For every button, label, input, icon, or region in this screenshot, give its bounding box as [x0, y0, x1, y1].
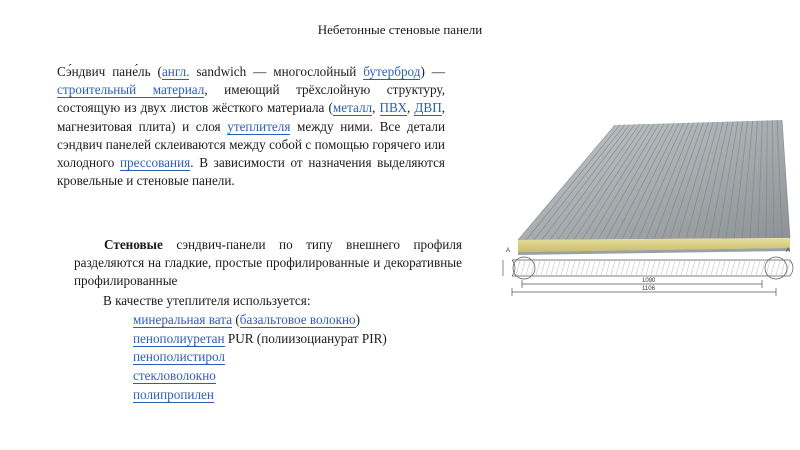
link-polystyrene-foam[interactable]: пенополистирол — [133, 349, 225, 365]
hatch-line — [761, 261, 765, 275]
hatch-line — [636, 261, 640, 275]
hatch-line — [556, 261, 560, 275]
hatch-line — [716, 261, 720, 275]
hatch-line — [666, 261, 670, 275]
hatch-line — [521, 261, 525, 275]
wall-panels-paragraph — [74, 236, 462, 291]
hatch-line — [731, 261, 735, 275]
hatch-line — [736, 261, 740, 275]
dimension-outer: 1106 — [642, 286, 655, 292]
section-label-left: A — [506, 248, 511, 254]
link-fiberglass[interactable]: стекловолокно — [133, 368, 216, 384]
hatch-line — [691, 261, 695, 275]
dimension-inner: 1090 — [642, 278, 656, 284]
hatch-line — [756, 261, 760, 275]
hatch-line — [546, 261, 550, 275]
hatch-line — [596, 261, 600, 275]
hatch-line — [566, 261, 570, 275]
bold-term: Стеновые — [104, 237, 163, 252]
text-fragment: между ними. Все детали сэндвич панелей склеиваются между собой с помощью горячего или холодного — [57, 118, 446, 171]
link-building-material[interactable]: строительный материал — [57, 82, 205, 98]
hatch-line — [536, 261, 540, 275]
hatch-line — [771, 261, 775, 275]
link-metal[interactable]: металл — [332, 100, 373, 116]
hatch-line — [626, 261, 630, 275]
link-basalt-fiber[interactable]: базальтовое волокно — [239, 312, 356, 327]
hatch-line — [581, 261, 585, 275]
hatch-line — [551, 261, 555, 275]
hatch-line — [531, 261, 535, 275]
hatch-line — [616, 261, 620, 275]
hatch-line — [591, 261, 595, 275]
hatch-line — [721, 261, 725, 275]
link-dvp[interactable]: ДВП — [414, 100, 442, 116]
text-fragment: Сэ́ндвич пане́ль ( — [57, 64, 162, 79]
hatch-line — [766, 261, 770, 275]
page-title: Небетонные стеновые панели — [317, 22, 483, 37]
text-fragment: . В зависимости от назначения выделяются кровельные и стеновые панели. — [57, 155, 445, 189]
text-fragment: сэндвич-панели по типу внешнего профиля разделяются на гладкие, простые профилированные и декоративные профилированные — [74, 237, 462, 289]
hatch-line — [781, 261, 785, 275]
link-polyurethane-foam[interactable]: пенополиуретан — [133, 330, 225, 346]
link-buterbrod[interactable]: бутерброд — [363, 64, 421, 79]
hatch-line — [586, 261, 590, 275]
hatch-line — [671, 261, 675, 275]
link-pvc[interactable]: ПВХ — [379, 100, 408, 116]
hatch-line — [726, 261, 730, 275]
text-fragment: sandwich — многослойный — [189, 64, 364, 79]
hatch-line — [651, 261, 655, 275]
text-fragment: ) — — [420, 64, 445, 79]
hatch-line — [686, 261, 690, 275]
text-fragment: , магнезитовая плита) и слоя — [57, 100, 446, 134]
hatch-line — [516, 261, 520, 275]
text-fragment: ( — [232, 312, 240, 327]
hatch-line — [656, 261, 660, 275]
link-insulation[interactable]: утеплителя — [227, 118, 291, 134]
link-mineral-wool[interactable]: минеральная вата — [133, 312, 233, 327]
hatch-line — [611, 261, 615, 275]
hatch-line — [681, 261, 685, 275]
hatch-line — [701, 261, 705, 275]
list-item — [133, 367, 387, 386]
hatch-line — [561, 261, 565, 275]
metal-sheet-top — [518, 120, 790, 240]
hatch-line — [601, 261, 605, 275]
list-item — [133, 311, 387, 330]
link-angl[interactable]: англ. — [161, 64, 190, 79]
hatch-line — [646, 261, 650, 275]
hatch-line — [541, 261, 545, 275]
insulation-list — [133, 311, 387, 405]
hatch-line — [606, 261, 610, 275]
hatch-line — [621, 261, 625, 275]
text-fragment: PUR (полиизоцианурат PIR) — [224, 330, 387, 346]
hatch-line — [696, 261, 700, 275]
hatch-line — [711, 261, 715, 275]
hatch-line — [526, 261, 530, 275]
text-fragment: , — [372, 100, 380, 116]
hatch-line — [571, 261, 575, 275]
hatch-line — [676, 261, 680, 275]
hatch-line — [641, 261, 645, 275]
link-pressing[interactable]: прессования — [120, 155, 191, 171]
text-fragment: , имеющий трёхслойную структуру, состоящую из двух листов жёсткого материала ( — [57, 82, 446, 116]
list-item — [133, 386, 387, 405]
section-label-right: A — [786, 248, 791, 254]
insulation-heading: В качестве утеплителя используется: — [103, 293, 311, 308]
hatch-line — [741, 261, 745, 275]
hatch-line — [631, 261, 635, 275]
hatch-line — [746, 261, 750, 275]
hatch-line — [751, 261, 755, 275]
hatch-line — [776, 261, 780, 275]
text-fragment: , — [407, 100, 415, 116]
hatch-line — [661, 261, 665, 275]
hatch-line — [706, 261, 710, 275]
hatch-line — [576, 261, 580, 275]
sandwich-panel-definition — [57, 63, 445, 190]
text-fragment: ) — [355, 312, 361, 327]
list-item — [133, 348, 387, 367]
link-polypropylene[interactable]: полипропилен — [133, 386, 214, 402]
hatch-line — [786, 261, 790, 275]
sandwich-panel-illustration — [500, 120, 800, 300]
list-item — [133, 330, 387, 349]
